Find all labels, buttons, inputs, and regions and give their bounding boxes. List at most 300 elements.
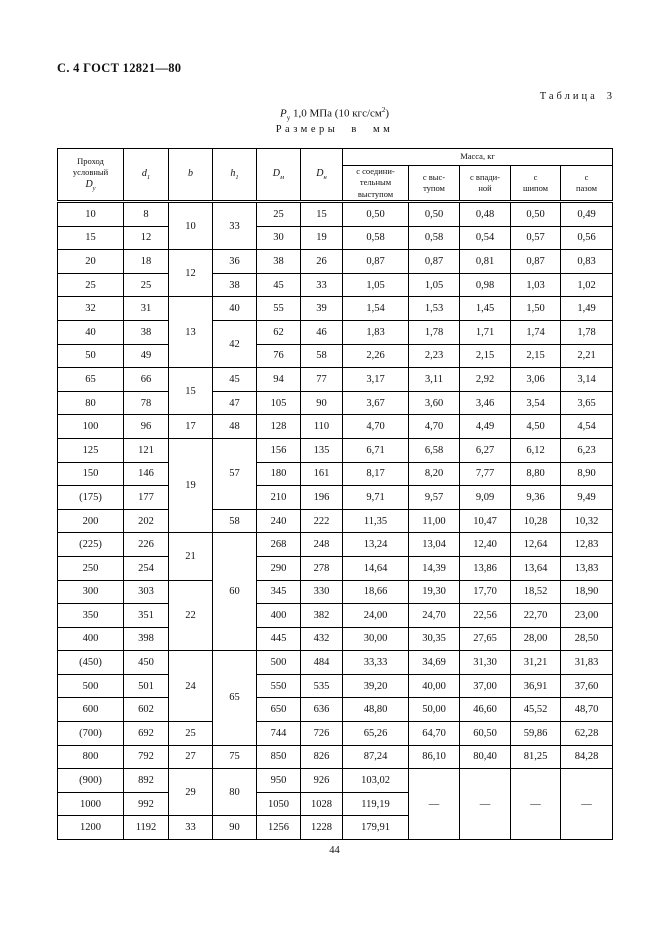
table-cell: 57	[213, 438, 257, 509]
table-cell: 650	[257, 698, 301, 722]
table-cell: 600	[58, 698, 124, 722]
table-cell: 17	[169, 415, 213, 439]
table-cell: 226	[124, 533, 169, 557]
table-cell: 179,91	[343, 816, 409, 840]
table-row	[58, 486, 613, 510]
table-cell: 1,05	[409, 273, 460, 297]
table-cell: 3,11	[409, 368, 460, 392]
col-header-dn	[301, 149, 343, 202]
col-header-nominal-bore-line1: Проход	[77, 155, 104, 166]
table-cell: 1028	[301, 792, 343, 816]
table-cell: 39	[301, 297, 343, 321]
table-cell: 24,00	[343, 604, 409, 628]
pressure-rating-line	[57, 106, 612, 122]
table-cell: 202	[124, 509, 169, 533]
table-cell: 58	[301, 344, 343, 368]
table-cell: 25	[124, 273, 169, 297]
table-cell: 161	[301, 462, 343, 486]
table-cell: 84,28	[561, 745, 613, 769]
table-cell: 0,83	[561, 250, 613, 274]
col-header-b-symbol: b	[188, 167, 193, 179]
table-cell: 31,30	[460, 651, 511, 675]
table-row	[58, 533, 613, 557]
table-cell: 602	[124, 698, 169, 722]
table-cell: 0,49	[561, 202, 613, 227]
table-cell: (700)	[58, 722, 124, 746]
table-cell: 40	[213, 297, 257, 321]
col-header-b	[169, 149, 213, 202]
table-cell: 14,39	[409, 556, 460, 580]
page-number: 44	[329, 845, 340, 856]
table-cell: 9,36	[511, 486, 561, 510]
table-cell: 6,27	[460, 438, 511, 462]
table-cell: 94	[257, 368, 301, 392]
table-cell: 46	[301, 320, 343, 344]
table-cell: 445	[257, 627, 301, 651]
table-cell: 121	[124, 438, 169, 462]
table-cell: 38	[124, 320, 169, 344]
table-cell: 200	[58, 509, 124, 533]
table-cell: 60,50	[460, 722, 511, 746]
table-cell: 47	[213, 391, 257, 415]
table-cell: (175)	[58, 486, 124, 510]
col-header-d1-subscript: 1	[146, 173, 151, 181]
table-cell: 128	[257, 415, 301, 439]
table-cell: 1,02	[561, 273, 613, 297]
units-line: Размеры в мм	[275, 124, 394, 135]
table-cell: 25	[169, 722, 213, 746]
table-cell: 150	[58, 462, 124, 486]
table-cell: 34,69	[409, 651, 460, 675]
table-cell: 1,05	[343, 273, 409, 297]
col-header-dm-symbol: D	[272, 167, 281, 179]
table-cell: 180	[257, 462, 301, 486]
col-header-mass-tongue	[511, 166, 561, 202]
table-cell: 268	[257, 533, 301, 557]
mass-col2-line2: тупом	[423, 183, 445, 193]
table-cell: 30	[257, 226, 301, 250]
table-cell: 66	[124, 368, 169, 392]
col-header-mass-connecting-face	[343, 166, 409, 202]
table-cell: 3,54	[511, 391, 561, 415]
table-row	[58, 250, 613, 274]
table-cell: 2,92	[460, 368, 511, 392]
table-cell: 330	[301, 580, 343, 604]
col-header-mass-raised-face	[409, 166, 460, 202]
mass-col4-line1: с	[533, 171, 538, 182]
table-cell: 6,23	[561, 438, 613, 462]
table-cell: 350	[58, 604, 124, 628]
table-cell: 36,91	[511, 674, 561, 698]
table-cell: 550	[257, 674, 301, 698]
table-cell: 17,70	[460, 580, 511, 604]
col-header-dn-symbol: D	[316, 167, 324, 179]
table-cell: 19	[301, 226, 343, 250]
table-cell: 24	[169, 651, 213, 722]
table-row	[58, 604, 613, 628]
pressure-symbol-subscript: у	[286, 113, 291, 122]
table-cell: 636	[301, 698, 343, 722]
dimensions-table	[57, 148, 613, 840]
table-cell: 500	[257, 651, 301, 675]
table-cell: 744	[257, 722, 301, 746]
col-header-h1	[213, 149, 257, 202]
table-cell: 156	[257, 438, 301, 462]
table-cell: 21	[169, 533, 213, 580]
table-cell: 12,40	[460, 533, 511, 557]
table-cell: 77	[301, 368, 343, 392]
col-header-dm-subscript: м	[280, 173, 285, 181]
table-cell: 300	[58, 580, 124, 604]
table-cell: 10,32	[561, 509, 613, 533]
mass-col3-line2: ной	[478, 183, 492, 193]
table-cell: 24,70	[409, 604, 460, 628]
table-cell: 400	[257, 604, 301, 628]
table-cell: 30,35	[409, 627, 460, 651]
table-cell: 125	[58, 438, 124, 462]
table-cell: 18,90	[561, 580, 613, 604]
table-cell: 0,58	[343, 226, 409, 250]
table-cell: 12,64	[511, 533, 561, 557]
table-cell: 400	[58, 627, 124, 651]
table-cell: 1,53	[409, 297, 460, 321]
table-cell: 7,77	[460, 462, 511, 486]
table-cell: 10	[169, 202, 213, 250]
table-cell: 1228	[301, 816, 343, 840]
table-cell: 1,74	[511, 320, 561, 344]
table-row	[58, 202, 613, 227]
pressure-symbol: Р	[279, 107, 287, 120]
table-cell: —	[409, 769, 460, 840]
table-cell: 12,83	[561, 533, 613, 557]
table-row	[58, 698, 613, 722]
table-cell: 13,83	[561, 556, 613, 580]
table-cell: 100	[58, 415, 124, 439]
table-cell: 19	[169, 438, 213, 532]
col-header-mass-recess	[460, 166, 511, 202]
table-cell: 500	[58, 674, 124, 698]
table-cell: 290	[257, 556, 301, 580]
table-cell: 25	[58, 273, 124, 297]
table-cell: 351	[124, 604, 169, 628]
table-row	[58, 344, 613, 368]
table-cell: 1200	[58, 816, 124, 840]
table-cell: 27	[169, 745, 213, 769]
mass-col3-line1: с впади-	[470, 171, 500, 182]
table-cell: 55	[257, 297, 301, 321]
table-cell: 13,86	[460, 556, 511, 580]
table-cell: 6,71	[343, 438, 409, 462]
table-cell: 18	[124, 250, 169, 274]
table-cell: 1192	[124, 816, 169, 840]
col-header-d1	[124, 149, 169, 202]
table-cell: 48,80	[343, 698, 409, 722]
table-cell: 992	[124, 792, 169, 816]
table-cell: 32	[58, 297, 124, 321]
table-cell: 501	[124, 674, 169, 698]
table-cell: 11,35	[343, 509, 409, 533]
col-header-mass-groove	[561, 166, 613, 202]
table-cell: —	[561, 769, 613, 840]
table-cell: 10,47	[460, 509, 511, 533]
table-cell: 250	[58, 556, 124, 580]
table-row	[58, 415, 613, 439]
table-cell: 10,28	[511, 509, 561, 533]
table-cell: 278	[301, 556, 343, 580]
table-cell: 892	[124, 769, 169, 793]
table-cell: 58	[213, 509, 257, 533]
table-cell: 23,00	[561, 604, 613, 628]
table-cell: 303	[124, 580, 169, 604]
table-cell: 0,50	[409, 202, 460, 227]
table-cell: 15	[169, 368, 213, 415]
table-cell: —	[511, 769, 561, 840]
table-cell: 1,71	[460, 320, 511, 344]
table-row	[58, 580, 613, 604]
table-row	[58, 462, 613, 486]
table-cell: 800	[58, 745, 124, 769]
col-header-mass-group: Масса, кг	[343, 149, 613, 166]
table-cell: 3,60	[409, 391, 460, 415]
table-cell: 10	[58, 202, 124, 227]
table-cell: (450)	[58, 651, 124, 675]
table-cell: 1,03	[511, 273, 561, 297]
table-cell: 12	[124, 226, 169, 250]
table-cell: 45,52	[511, 698, 561, 722]
table-cell: 8,20	[409, 462, 460, 486]
col-header-dn-subscript: н	[323, 173, 327, 181]
table-cell: 3,17	[343, 368, 409, 392]
table-cell: 78	[124, 391, 169, 415]
table-row	[58, 769, 613, 793]
table-caption	[540, 91, 612, 102]
table-cell: 450	[124, 651, 169, 675]
table-cell: 484	[301, 651, 343, 675]
table-cell: 19,30	[409, 580, 460, 604]
table-cell: 14,64	[343, 556, 409, 580]
table-cell: 850	[257, 745, 301, 769]
table-cell: 75	[213, 745, 257, 769]
table-cell: 146	[124, 462, 169, 486]
table-cell: 110	[301, 415, 343, 439]
table-cell: 22	[169, 580, 213, 651]
col-header-nominal-bore-symbol: D	[85, 178, 93, 190]
table-cell: 8,80	[511, 462, 561, 486]
table-cell: 28,50	[561, 627, 613, 651]
table-cell: 22,70	[511, 604, 561, 628]
mass-col5-line2: пазом	[575, 183, 598, 193]
table-row	[58, 320, 613, 344]
table-cell: 2,23	[409, 344, 460, 368]
table-cell: 36	[213, 250, 257, 274]
table-cell: 26	[301, 250, 343, 274]
table-cell: 4,50	[511, 415, 561, 439]
table-cell: 31	[124, 297, 169, 321]
table-cell: 1050	[257, 792, 301, 816]
table-cell: 86,10	[409, 745, 460, 769]
table-row	[58, 368, 613, 392]
table-cell: 80,40	[460, 745, 511, 769]
table-cell: 31,21	[511, 651, 561, 675]
table-cell: 33	[301, 273, 343, 297]
table-cell: 398	[124, 627, 169, 651]
table-caption-number: 3	[606, 91, 612, 102]
table-cell: 826	[301, 745, 343, 769]
table-cell: 50	[58, 344, 124, 368]
table-cell: 1,83	[343, 320, 409, 344]
table-cell: 240	[257, 509, 301, 533]
table-cell: 9,57	[409, 486, 460, 510]
table-cell: 48	[213, 415, 257, 439]
pressure-close: )	[385, 107, 390, 120]
table-cell: 18,66	[343, 580, 409, 604]
table-cell: 0,81	[460, 250, 511, 274]
col-header-nominal-bore-subscript: у	[92, 184, 96, 192]
table-cell: 15	[301, 202, 343, 227]
table-cell: 45	[257, 273, 301, 297]
table-cell: 1256	[257, 816, 301, 840]
table-row	[58, 745, 613, 769]
table-cell: 177	[124, 486, 169, 510]
table-row	[58, 674, 613, 698]
table-cell: 33,33	[343, 651, 409, 675]
table-cell: 3,14	[561, 368, 613, 392]
document-reference: С. 4 ГОСТ 12821—80	[57, 61, 182, 75]
col-header-nominal-bore-line2: условный	[72, 166, 109, 177]
table-cell: 60	[213, 533, 257, 651]
table-cell: 210	[257, 486, 301, 510]
table-cell: 40,00	[409, 674, 460, 698]
table-cell: 76	[257, 344, 301, 368]
table-cell: 4,49	[460, 415, 511, 439]
table-cell: 0,98	[460, 273, 511, 297]
table-cell: 90	[301, 391, 343, 415]
table-cell: 46,60	[460, 698, 511, 722]
pressure-value: 1,0 МПа (10 кгс/см	[290, 107, 382, 120]
pressure-superscript: 2	[381, 106, 386, 114]
table-caption-word: Таблица	[539, 91, 598, 102]
mass-col2-line1: с выс-	[422, 171, 446, 182]
table-cell: 4,70	[409, 415, 460, 439]
table-row	[58, 556, 613, 580]
table-cell: 25	[257, 202, 301, 227]
table-cell: 13,64	[511, 556, 561, 580]
table-cell: 33	[213, 202, 257, 250]
table-cell: 80	[213, 769, 257, 816]
table-cell: 103,02	[343, 769, 409, 793]
table-cell: 30,00	[343, 627, 409, 651]
table-cell: 2,15	[460, 344, 511, 368]
table-cell: 535	[301, 674, 343, 698]
table-cell: 39,20	[343, 674, 409, 698]
col-header-h1-subscript: 1	[235, 173, 239, 181]
table-cell: 90	[213, 816, 257, 840]
table-row	[58, 273, 613, 297]
table-header	[58, 149, 613, 202]
table-cell: 0,57	[511, 226, 561, 250]
table-cell: 1,50	[511, 297, 561, 321]
table-row	[58, 297, 613, 321]
col-header-dm	[257, 149, 301, 202]
table-cell: (225)	[58, 533, 124, 557]
table-body	[58, 202, 613, 840]
table-cell: 9,49	[561, 486, 613, 510]
table-row	[58, 226, 613, 250]
table-cell: 28,00	[511, 627, 561, 651]
table-cell: 222	[301, 509, 343, 533]
table-cell: 1,49	[561, 297, 613, 321]
table-cell: 45	[213, 368, 257, 392]
mass-col1-line1: с соедини-	[356, 166, 395, 177]
table-cell: 0,50	[343, 202, 409, 227]
table-cell: 0,87	[409, 250, 460, 274]
table-cell: 6,12	[511, 438, 561, 462]
table-row	[58, 438, 613, 462]
table-cell: 2,15	[511, 344, 561, 368]
table-cell: 9,09	[460, 486, 511, 510]
table-cell: 2,21	[561, 344, 613, 368]
table-cell: 65	[213, 651, 257, 745]
table-cell: 80	[58, 391, 124, 415]
table-cell: 4,54	[561, 415, 613, 439]
table-cell: 13	[169, 297, 213, 368]
table-cell: 11,00	[409, 509, 460, 533]
table-cell: 0,58	[409, 226, 460, 250]
table-cell: 96	[124, 415, 169, 439]
table-cell: 15	[58, 226, 124, 250]
table-cell: 27,65	[460, 627, 511, 651]
table-cell: 0,48	[460, 202, 511, 227]
table-cell: 345	[257, 580, 301, 604]
table-cell: 64,70	[409, 722, 460, 746]
table-cell: 33	[169, 816, 213, 840]
table-cell: 13,24	[343, 533, 409, 557]
table-cell: 81,25	[511, 745, 561, 769]
table-cell: 8	[124, 202, 169, 227]
mass-col1-line3: выступом	[357, 188, 394, 199]
mass-col1-line2: тельным	[359, 177, 392, 188]
table-cell: 38	[257, 250, 301, 274]
table-cell: 1,45	[460, 297, 511, 321]
col-header-d1-symbol: d	[141, 167, 147, 179]
table-cell: 20	[58, 250, 124, 274]
table-cell: 0,54	[460, 226, 511, 250]
table-cell: 48,70	[561, 698, 613, 722]
table-cell: 59,86	[511, 722, 561, 746]
table-cell: 62,28	[561, 722, 613, 746]
table-cell: 0,87	[511, 250, 561, 274]
table-cell: 37,60	[561, 674, 613, 698]
table-cell: 1,54	[343, 297, 409, 321]
col-header-nominal-bore	[58, 149, 124, 202]
table-cell: 196	[301, 486, 343, 510]
table-cell: 382	[301, 604, 343, 628]
table-cell: 8,17	[343, 462, 409, 486]
mass-col5-line1: с	[584, 171, 589, 182]
table-cell: 40	[58, 320, 124, 344]
table-cell: 926	[301, 769, 343, 793]
table-cell: 432	[301, 627, 343, 651]
table-row	[58, 651, 613, 675]
table-cell: 37,00	[460, 674, 511, 698]
table-cell: 62	[257, 320, 301, 344]
table-cell: 12	[169, 250, 213, 297]
table-cell: 4,70	[343, 415, 409, 439]
table-cell: 50,00	[409, 698, 460, 722]
table-row	[58, 509, 613, 533]
table-cell: 692	[124, 722, 169, 746]
table-cell: 87,24	[343, 745, 409, 769]
